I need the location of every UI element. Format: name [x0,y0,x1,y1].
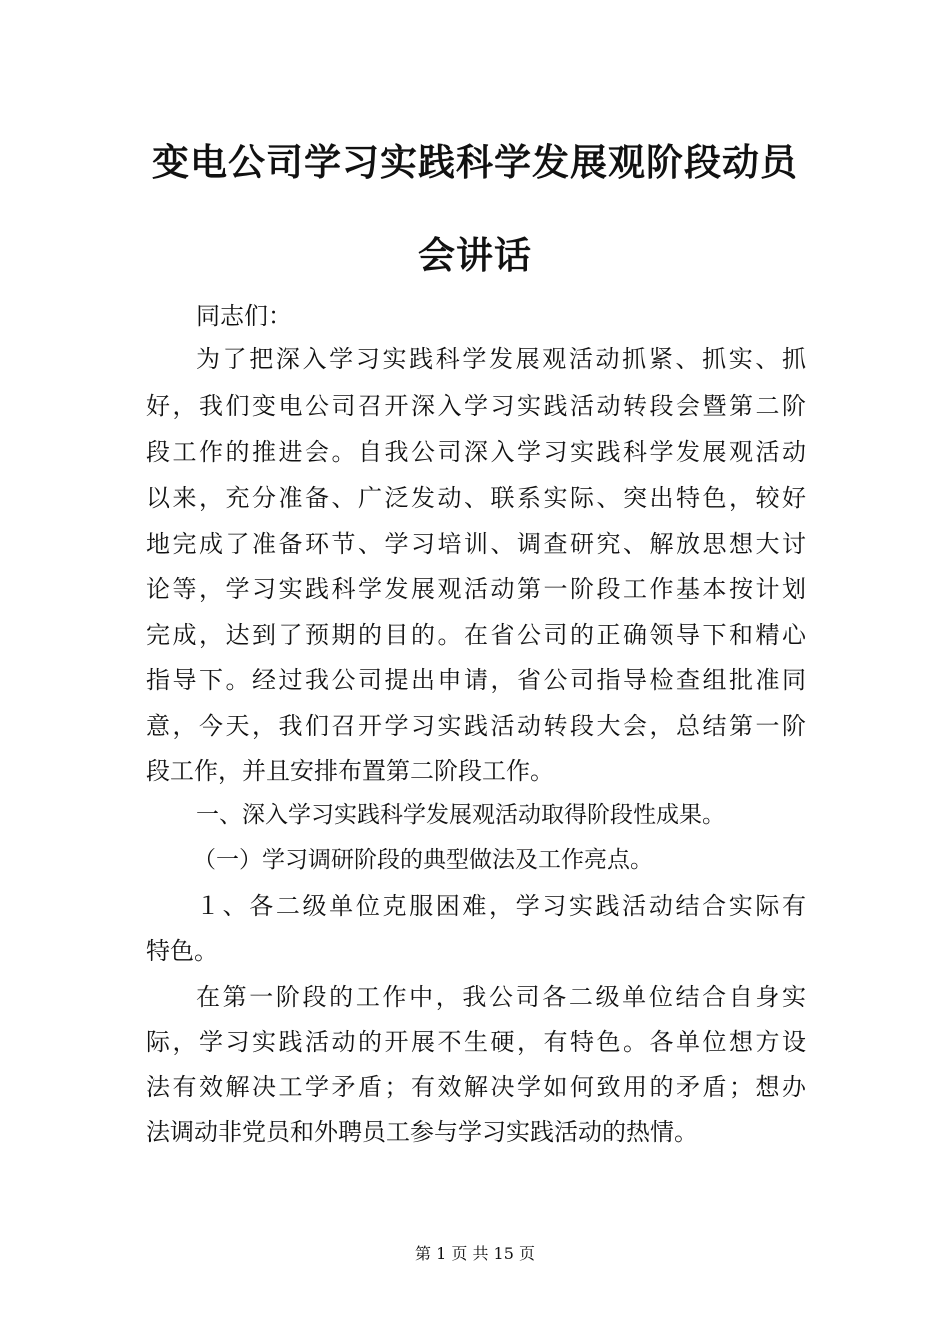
paragraph-2-line: 法有效解决工学矛盾；有效解决学如何致用的矛盾；想办 [146,1073,806,1101]
paragraph-1-line: 意，今天，我们召开学习实践活动转段大会，总结第一阶 [146,712,806,740]
paragraph-2-line: 法调动非党员和外聘员工参与学习实践活动的热情。 [146,1118,698,1146]
paragraph-2-line: 际，学习实践活动的开展不生硬，有特色。各单位想方设 [146,1028,806,1056]
document-title-line-1: 变电公司学习实践科学发展观阶段动员 [152,141,798,184]
paragraph-1-line: 段工作，并且安排布置第二阶段工作。 [146,757,554,785]
paragraph-1-line: 论等，学习实践科学发展观活动第一阶段工作基本按计划 [146,575,806,603]
paragraph-1-line: 以来，充分准备、广泛发动、联系实际、突出特色，较好 [146,484,806,512]
document-title-line-2: 会讲话 [418,234,532,277]
salutation: 同志们： [196,302,292,330]
paragraph-1-line: 好，我们变电公司召开深入学习实践活动转段会暨第二阶 [146,392,806,420]
item-1-line: １、各二级单位克服困难，学习实践活动结合实际有 [196,892,806,920]
paragraph-1-line: 为了把深入学习实践科学发展观活动抓紧、抓实、抓 [196,345,806,373]
page-number-footer: 第 1 页 共 15 页 [415,1244,535,1263]
paragraph-1-line: 段工作的推进会。自我公司深入学习实践科学发展观活动 [146,438,806,466]
item-1-line: 特色。 [146,937,218,965]
paragraph-1-line: 地完成了准备环节、学习培训、调查研究、解放思想大讨 [146,530,806,558]
section-heading-1: 一、深入学习实践科学发展观活动取得阶段性成果。 [196,802,725,828]
paragraph-1-line: 完成，达到了预期的目的。在省公司的正确领导下和精心 [146,621,806,649]
section-heading-2: （一）学习调研阶段的典型做法及工作亮点。 [193,847,653,873]
paragraph-1-line: 指导下。经过我公司提出申请，省公司指导检查组批准同 [146,666,806,694]
paragraph-2-line: 在第一阶段的工作中，我公司各二级单位结合自身实 [196,983,806,1011]
